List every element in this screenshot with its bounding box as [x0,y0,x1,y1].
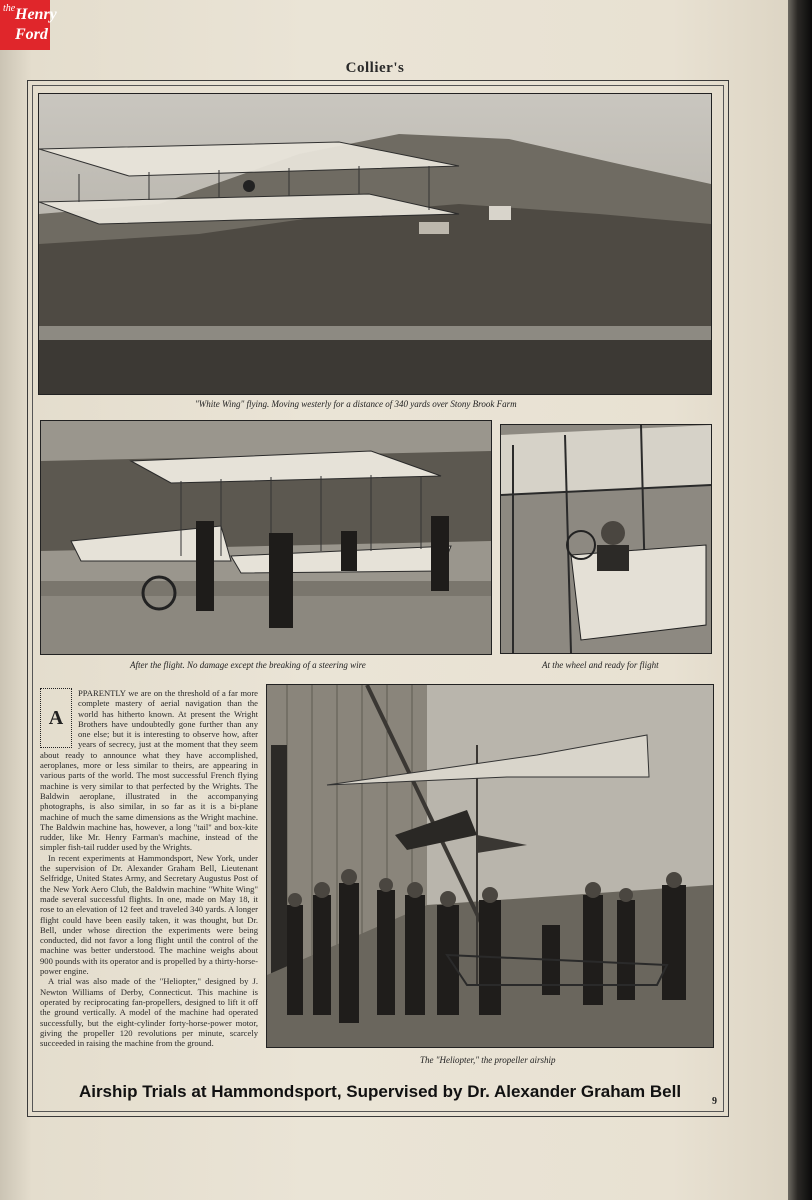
logo-text-the: the [3,3,16,14]
logo-text-ford: Ford [15,26,48,43]
masthead: Collier's [345,60,405,76]
caption-at-the-wheel: At the wheel and ready for flight [542,660,659,670]
article-paragraph: A trial was also made of the "Heliopter," designed by J. Newton Williams of Derby, Connecticut. This machine is operated by reciprocating fan-propellers, designed to lift it off the ground vertically. A model of the machine had operated successfully, but the eight-cylinder forty-horse-power motor, giving the propeller 120 revolutions per minute, scarcely succeeded in raising the machine from the ground. [40,976,258,1049]
article-paragraph: In recent experiments at Hammondsport, New York, under the supervision of Dr. Alexander Graham Bell, Lieutenant Selfridge, United States Army, and Secretary Augustus Post of the New York Aero Club, the Baldwin machine "White Wing" made several successful flights. In one, made on May 18, it rose to an elevation of 12 feet and traveled 340 yards. A longer flight could have been easily taken, it was thought, but Dr. Bell, under whose direction the experiments were being conducted, did not favor a long flight until the control of the machine was better understood. The machine weighs about 900 pounds with its operator and is propelled by a thirty-horse-power engine. [40,852,258,977]
book-spine [788,0,812,1200]
heliopter-image [267,685,713,1047]
after-the-flight-image [41,421,491,654]
caption-heliopter: The "Heliopter," the propeller airship [420,1055,556,1065]
article-paragraph: PPARENTLY we are on the threshold of a far more complete mastery of aerial navigation than the world has hitherto known. At present the Wright Brothers have undoubtedly gone further than any one else; but it is interesting to observe how, after years of secrecy, just at the moment that they seem about ready to announce what they have accomplished, aeroplanes, more or less similar to theirs, are appearing in various parts of the world. The most successful French flying machine is very similar to that perfected by the Wrights. The Baldwin aeroplane, illustrated in the accompanying photographs, is also similar, in so far as it is a bi-plane machine of much the same dimensions as the Wright machine. The Baldwin machine has, however, a long "tail" and box-kite rudder, like Mr. Henry Farman's machine, instead of the simpler fish-tail rudder used by the Wrights. [40,688,258,853]
white-wing-flying-image [39,94,711,394]
caption-white-wing-flying: "White Wing" flying. Moving westerly for a distance of 340 yards over Stony Brook Farm [195,399,517,409]
article-headline: Airship Trials at Hammondsport, Supervised by Dr. Alexander Graham Bell [78,1082,682,1101]
at-the-wheel-image [501,425,711,653]
photo-heliopter [266,684,714,1048]
henry-ford-logo[interactable] [0,0,57,50]
caption-after-the-flight: After the flight. No damage except the breaking of a steering wire [130,660,366,670]
photo-white-wing-flying [38,93,712,395]
drop-cap: A [40,688,72,748]
page-number: 9 [712,1096,717,1107]
photo-after-the-flight [40,420,492,655]
logo-text-henry: Henry [15,6,57,23]
photo-at-the-wheel [500,424,712,654]
article-body [40,688,258,1108]
